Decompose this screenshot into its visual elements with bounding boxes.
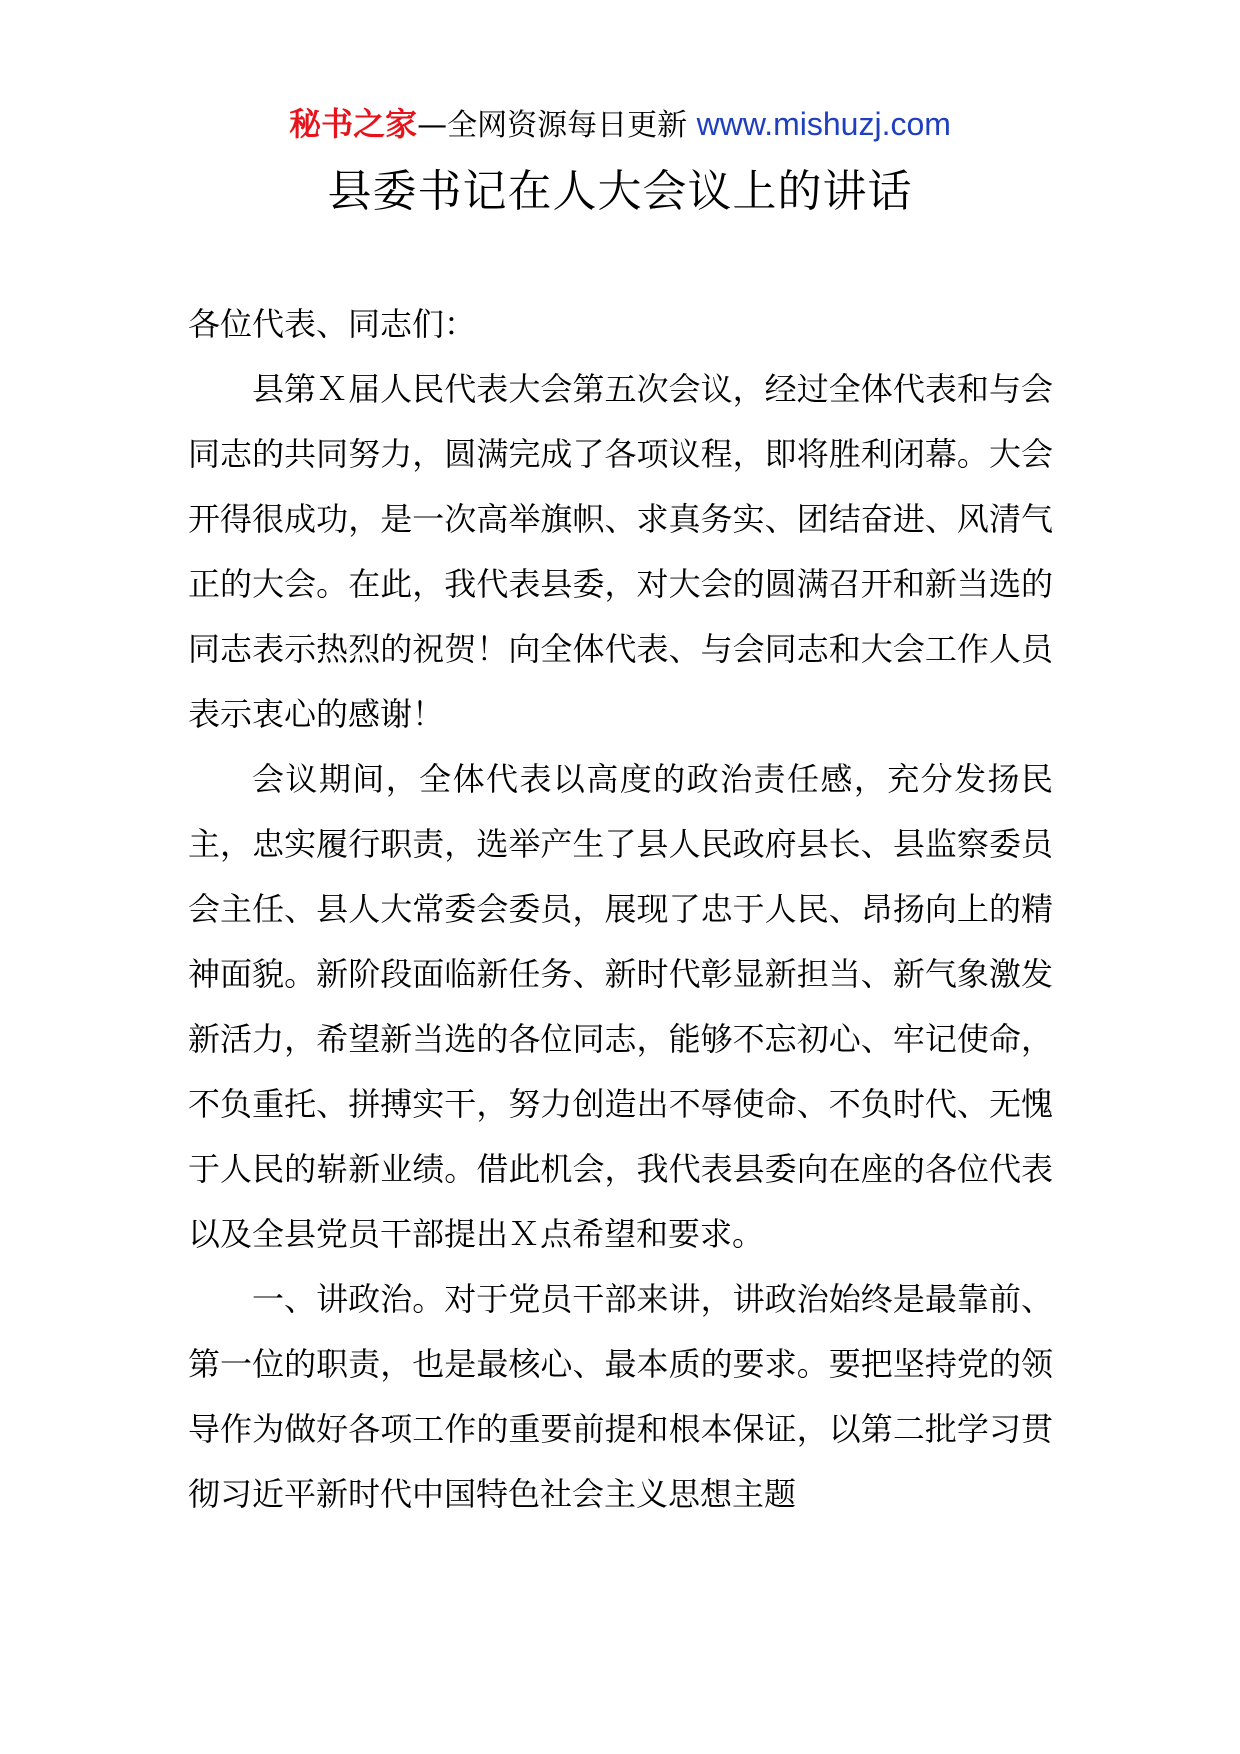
paragraph-politics: 一、讲政治。对于党员干部来讲，讲政治始终是最靠前、第一位的职责，也是最核心、最本质的要求。要把坚持党的领导作为做好各项工作的重要前提和根本保证，以第二批学习贯彻习近平新时代中国特色社会主义思想主题 [188, 1280, 1053, 1513]
paragraph-opening: 县第Ｘ届人民代表大会第五次会议，经过全体代表和与会同志的共同努力，圆满完成了各项议程，即将胜利闭幕。大会开得很成功，是一次高举旗帜、求真务实、团结奋进、风清气正的大会。在此，我代表县委，对大会的圆满召开和新当选的同志表示热烈的祝贺！向全体代表、与会同志和大会工作人员表示衷心的感谢！ [188, 370, 1053, 733]
site-brand: 秘书之家 [289, 105, 418, 143]
site-header [0, 100, 1240, 150]
site-tagline: —全网资源每日更新 [417, 108, 688, 143]
site-url-link[interactable]: www.mishuzj.com [696, 106, 951, 142]
document-body [188, 292, 1053, 1527]
paragraph-meeting-period: 会议期间，全体代表以高度的政治责任感，充分发扬民主，忠实履行职责，选举产生了县人民政府县长、县监察委员会主任、县人大常委会委员，展现了忠于人民、昂扬向上的精神面貌。新阶段面临新任务、新时代彰显新担当、新气象激发新活力，希望新当选的各位同志，能够不忘初心、牢记使命，不负重托、拼搏实干，努力创造出不辱使命、不负时代、无愧于人民的崭新业绩。借此机会，我代表县委向在座的各位代表以及全县党员干部提出Ｘ点希望和要求。 [188, 760, 1053, 1253]
document-title: 县委书记在人大会议上的讲话 [327, 166, 913, 217]
salutation: 各位代表、同志们： [188, 305, 477, 343]
